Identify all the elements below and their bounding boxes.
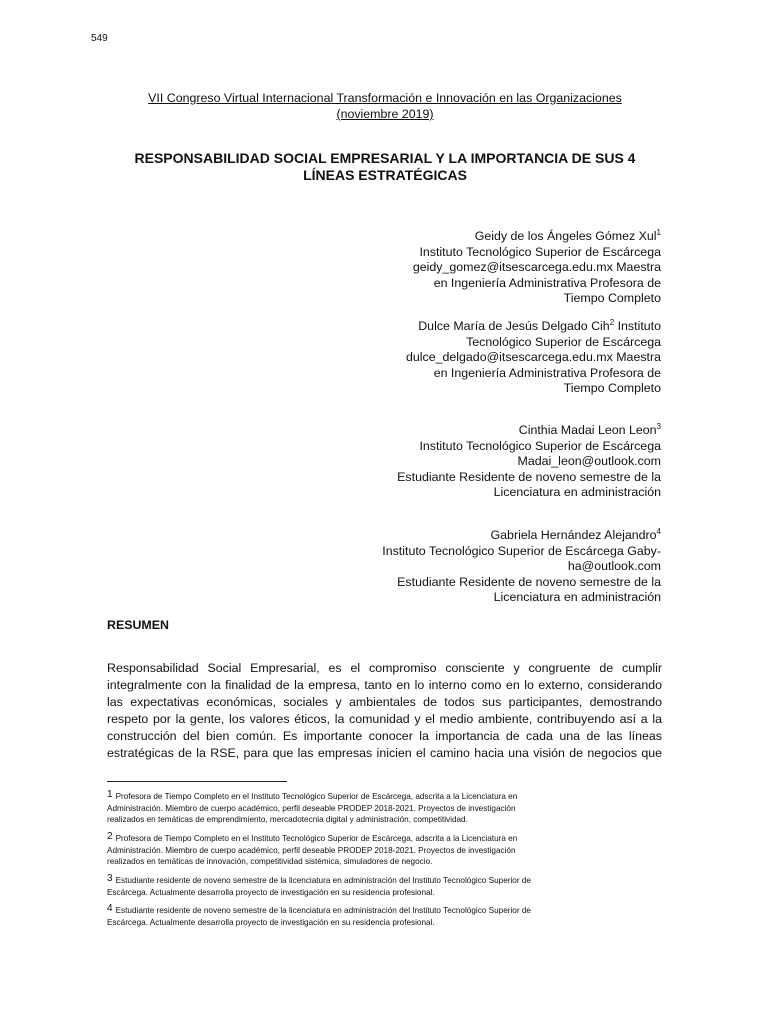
author-line: Estudiante Residente de noveno semestre de la bbox=[397, 469, 661, 484]
footnote-4 bbox=[107, 903, 647, 928]
congress-line-1: VII Congreso Virtual Internacional Transformación e Innovación en las Organizaciones bbox=[148, 91, 622, 105]
footnote-line: Estudiante residente de noveno semestre de la licenciatura en administración del Instituto Tecnológico Superior de bbox=[115, 876, 531, 885]
footnote-line: Administración. Miembro de cuerpo académico, perfil deseable PRODEP 2018-2021. Proyectos de investigación bbox=[107, 845, 516, 855]
abstract-line: estratégicas de la RSE, para que las empresas inicien el camino hacia una visión de negocios que bbox=[107, 746, 662, 760]
abstract-line: respeto por la gente, los valores éticos, la comunidad y el medio ambiente, contribuyendo así a la bbox=[107, 712, 662, 726]
author-line: Instituto Tecnológico Superior de Escárcega Gaby- bbox=[382, 543, 661, 558]
abstract-line: Responsabilidad Social Empresarial, es el compromiso consciente y congruente de cumplir bbox=[107, 661, 662, 675]
author-block-2 bbox=[361, 319, 661, 397]
abstract-body bbox=[107, 660, 662, 762]
footnote-line: Administración. Miembro de cuerpo académico, perfil deseable PRODEP 2018-2021. Proyectos de investigación bbox=[107, 803, 516, 813]
footnote-line: Escárcega. Actualmente desarrolla proyecto de investigación en su residencia profesional. bbox=[107, 917, 435, 927]
author-line: Licenciatura en administración bbox=[493, 590, 661, 604]
footnote-line: Escárcega. Actualmente desarrolla proyecto de investigación en su residencia profesional. bbox=[107, 887, 435, 897]
footnote-1 bbox=[107, 789, 647, 826]
footnote-mark: 4 bbox=[107, 903, 113, 914]
footnote-line: Profesora de Tiempo Completo en el Instituto Tecnológico Superior de Escárcega, adscrita a la Licenciatura en bbox=[115, 834, 518, 843]
footnote-3 bbox=[107, 873, 647, 898]
author-line: dulce_delgado@itsescarcega.edu.mx Maestra bbox=[405, 350, 661, 364]
footnote-ref: 1 bbox=[656, 228, 661, 237]
author-line: Instituto Tecnológico Superior de Escárcega bbox=[419, 438, 661, 453]
footnote-mark: 3 bbox=[107, 873, 113, 884]
author-line: Instituto Tecnológico Superior de Escárcega bbox=[419, 244, 661, 259]
footnote-line: Estudiante residente de noveno semestre de la licenciatura en administración del Instituto Tecnológico Superior de bbox=[115, 906, 531, 915]
author-name: Cinthia Madai Leon Leon$^3$ bbox=[518, 422, 661, 437]
footnote-mark: 2 bbox=[107, 831, 113, 842]
resumen-heading: RESUMEN bbox=[107, 618, 169, 632]
congress-line-2: (noviembre 2019) bbox=[336, 107, 434, 121]
author-line: en Ingeniería Administrativa Profesora de bbox=[433, 365, 661, 380]
author-block-4 bbox=[331, 528, 661, 606]
abstract-line: las expectativas económicas, sociales y ambientales de todos sus participantes, demostrando bbox=[107, 695, 662, 709]
footnote-line: realizados en temáticas de emprendimiento, mercadotecnia digital y administración, competitividad. bbox=[107, 815, 468, 825]
footnote-mark: 1 bbox=[107, 789, 113, 800]
abstract-line: integralmente con la finalidad de la empresa, tanto en lo interno como en lo externo, considerando bbox=[107, 678, 662, 692]
paper-title bbox=[100, 150, 670, 184]
author-block-3 bbox=[361, 423, 661, 501]
title-line-1: RESPONSABILIDAD SOCIAL EMPRESARIAL Y LA IMPORTANCIA DE SUS 4 bbox=[134, 150, 636, 166]
page-number: 549 bbox=[91, 33, 108, 44]
footnote-line: realizados en temáticas de innovación, competitividad sistémica, simuladores de negocio. bbox=[107, 857, 433, 867]
footnote-line: Profesora de Tiempo Completo en el Instituto Tecnológico Superior de Escárcega, adscrita a la Licenciatura en bbox=[115, 792, 518, 801]
author-line: Tecnológico Superior de Escárcega bbox=[466, 334, 661, 349]
author-line: Tiempo Completo bbox=[563, 291, 661, 305]
author-name: Geidy de los Ángeles Gómez Xul$^1$ bbox=[474, 228, 661, 243]
congress-header bbox=[100, 90, 670, 122]
author-block-1 bbox=[361, 229, 661, 307]
author-name: Dulce María de Jesús Delgado Cih$^2$ Instituto bbox=[418, 318, 661, 333]
author-line: ha@outlook.com bbox=[567, 559, 661, 573]
footnote-ref: 3 bbox=[656, 422, 661, 431]
footnote-2 bbox=[107, 831, 647, 868]
author-line: Estudiante Residente de noveno semestre de la bbox=[397, 574, 661, 589]
author-line: en Ingeniería Administrativa Profesora de bbox=[433, 275, 661, 290]
abstract-line: construcción del bien común. Es importante conocer la importancia de cada una de las líneas bbox=[107, 729, 662, 743]
title-line-2: LÍNEAS ESTRATÉGICAS bbox=[303, 167, 467, 183]
footnote-divider bbox=[107, 781, 287, 782]
author-line: Licenciatura en administración bbox=[493, 485, 661, 499]
author-name: Gabriela Hernández Alejandro$^4$ bbox=[490, 527, 661, 542]
author-line: Tiempo Completo bbox=[563, 381, 661, 395]
footnote-ref: 2 bbox=[609, 318, 615, 327]
footnote-ref: 4 bbox=[656, 527, 661, 536]
author-line: Madai_leon@outlook.com bbox=[517, 454, 661, 468]
author-line: geidy_gomez@itsescarcega.edu.mx Maestra bbox=[412, 260, 661, 274]
